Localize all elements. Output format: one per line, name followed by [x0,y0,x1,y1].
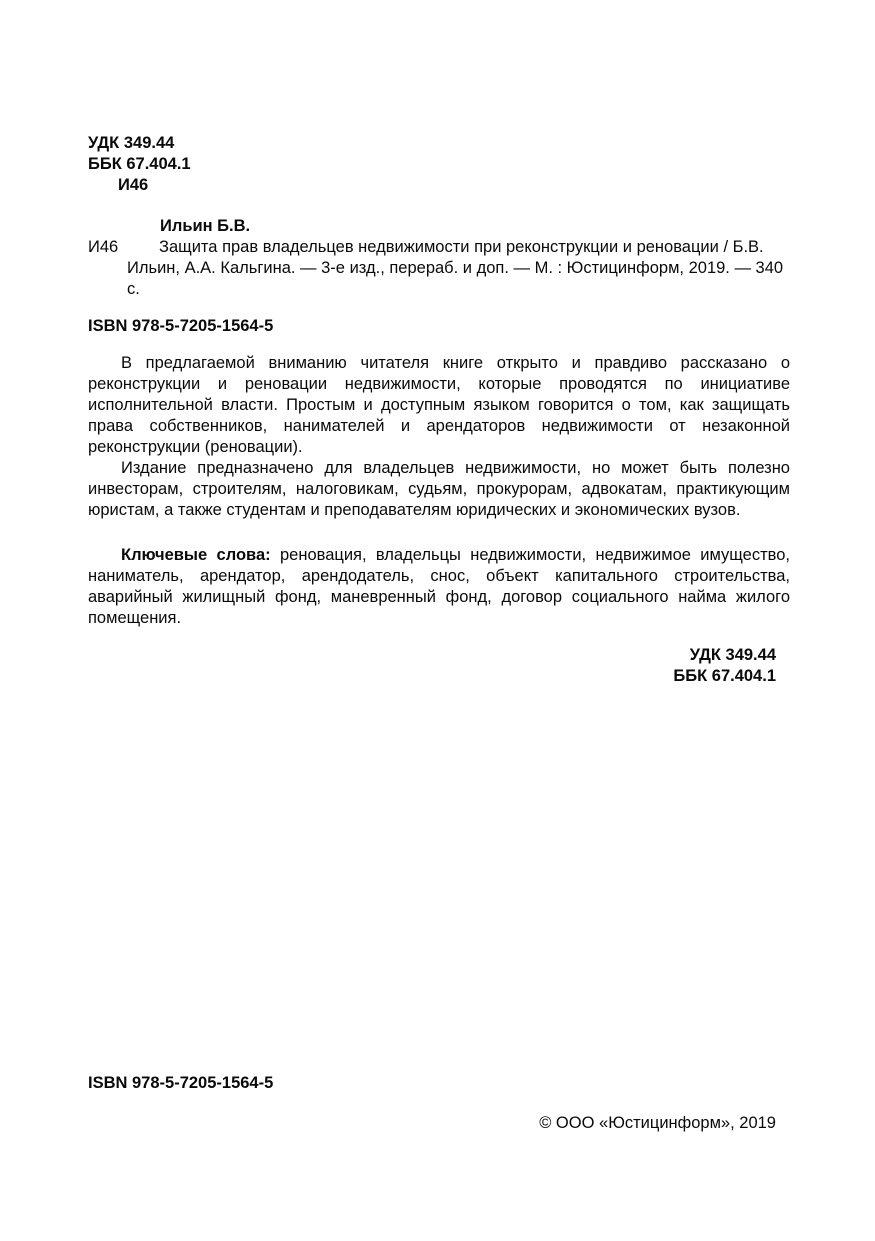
udk-code-top: УДК 349.44 [88,134,175,152]
bibliographic-entry [88,237,790,300]
isbn-top: ISBN 978-5-7205-1564-5 [88,317,274,335]
isbn-bottom: ISBN 978-5-7205-1564-5 [88,1074,274,1092]
author-name: Ильин Б.В. [160,217,251,235]
bbk-code-top: ББК 67.404.1 [88,155,191,173]
annotation-paragraph-2: Издание предназначено для владельцев недвижимости, но может быть полезно инвесторам, строителям, налоговикам, судьям, прокурорам, адвокатам, практикующим юристам, а также студентам и преподавателям юридических и экономических вузов. [88,459,790,519]
annotation-paragraph-1: В предлагаемой вниманию читателя книге открыто и правдиво рассказано о реконструкции и реновации недвижимости, которые проводятся по инициативе исполнительной власти. Простым и доступным языком говорится о том, как защищать права собственников, нанимателей и арендаторов недвижимости от незаконной реконструкции (реновации). [88,354,790,456]
book-index-code: И46 [118,176,149,194]
keywords-paragraph [88,545,790,629]
udk-code-bottom: УДК 349.44 [689,646,776,664]
keywords-text: реновация, владельцы недвижимости, недвижимое имущество, наниматель, арендатор, арендодатель, снос, объект капитального строительства, аварийный жилищный фонд, маневренный фонд, договор социального найма жилого помещения. [88,546,790,627]
classification-codes-top [88,133,790,196]
keywords-label: Ключевые слова: [121,546,271,564]
bibliographic-index: И46 [88,238,119,256]
bbk-code-bottom: ББК 67.404.1 [673,667,776,685]
classification-codes-bottom [88,645,790,687]
bibliographic-description: Защита прав владельцев недвижимости при реконструкции и реновации / Б.В. Ильин, А.А. Кальгина. — 3-е изд., перераб. и доп. — М. : Юстицинформ, 2019. — 340 с. [127,238,784,298]
page-content [88,133,790,687]
copyright-line: © ООО «Юстицинформ», 2019 [539,1114,776,1132]
